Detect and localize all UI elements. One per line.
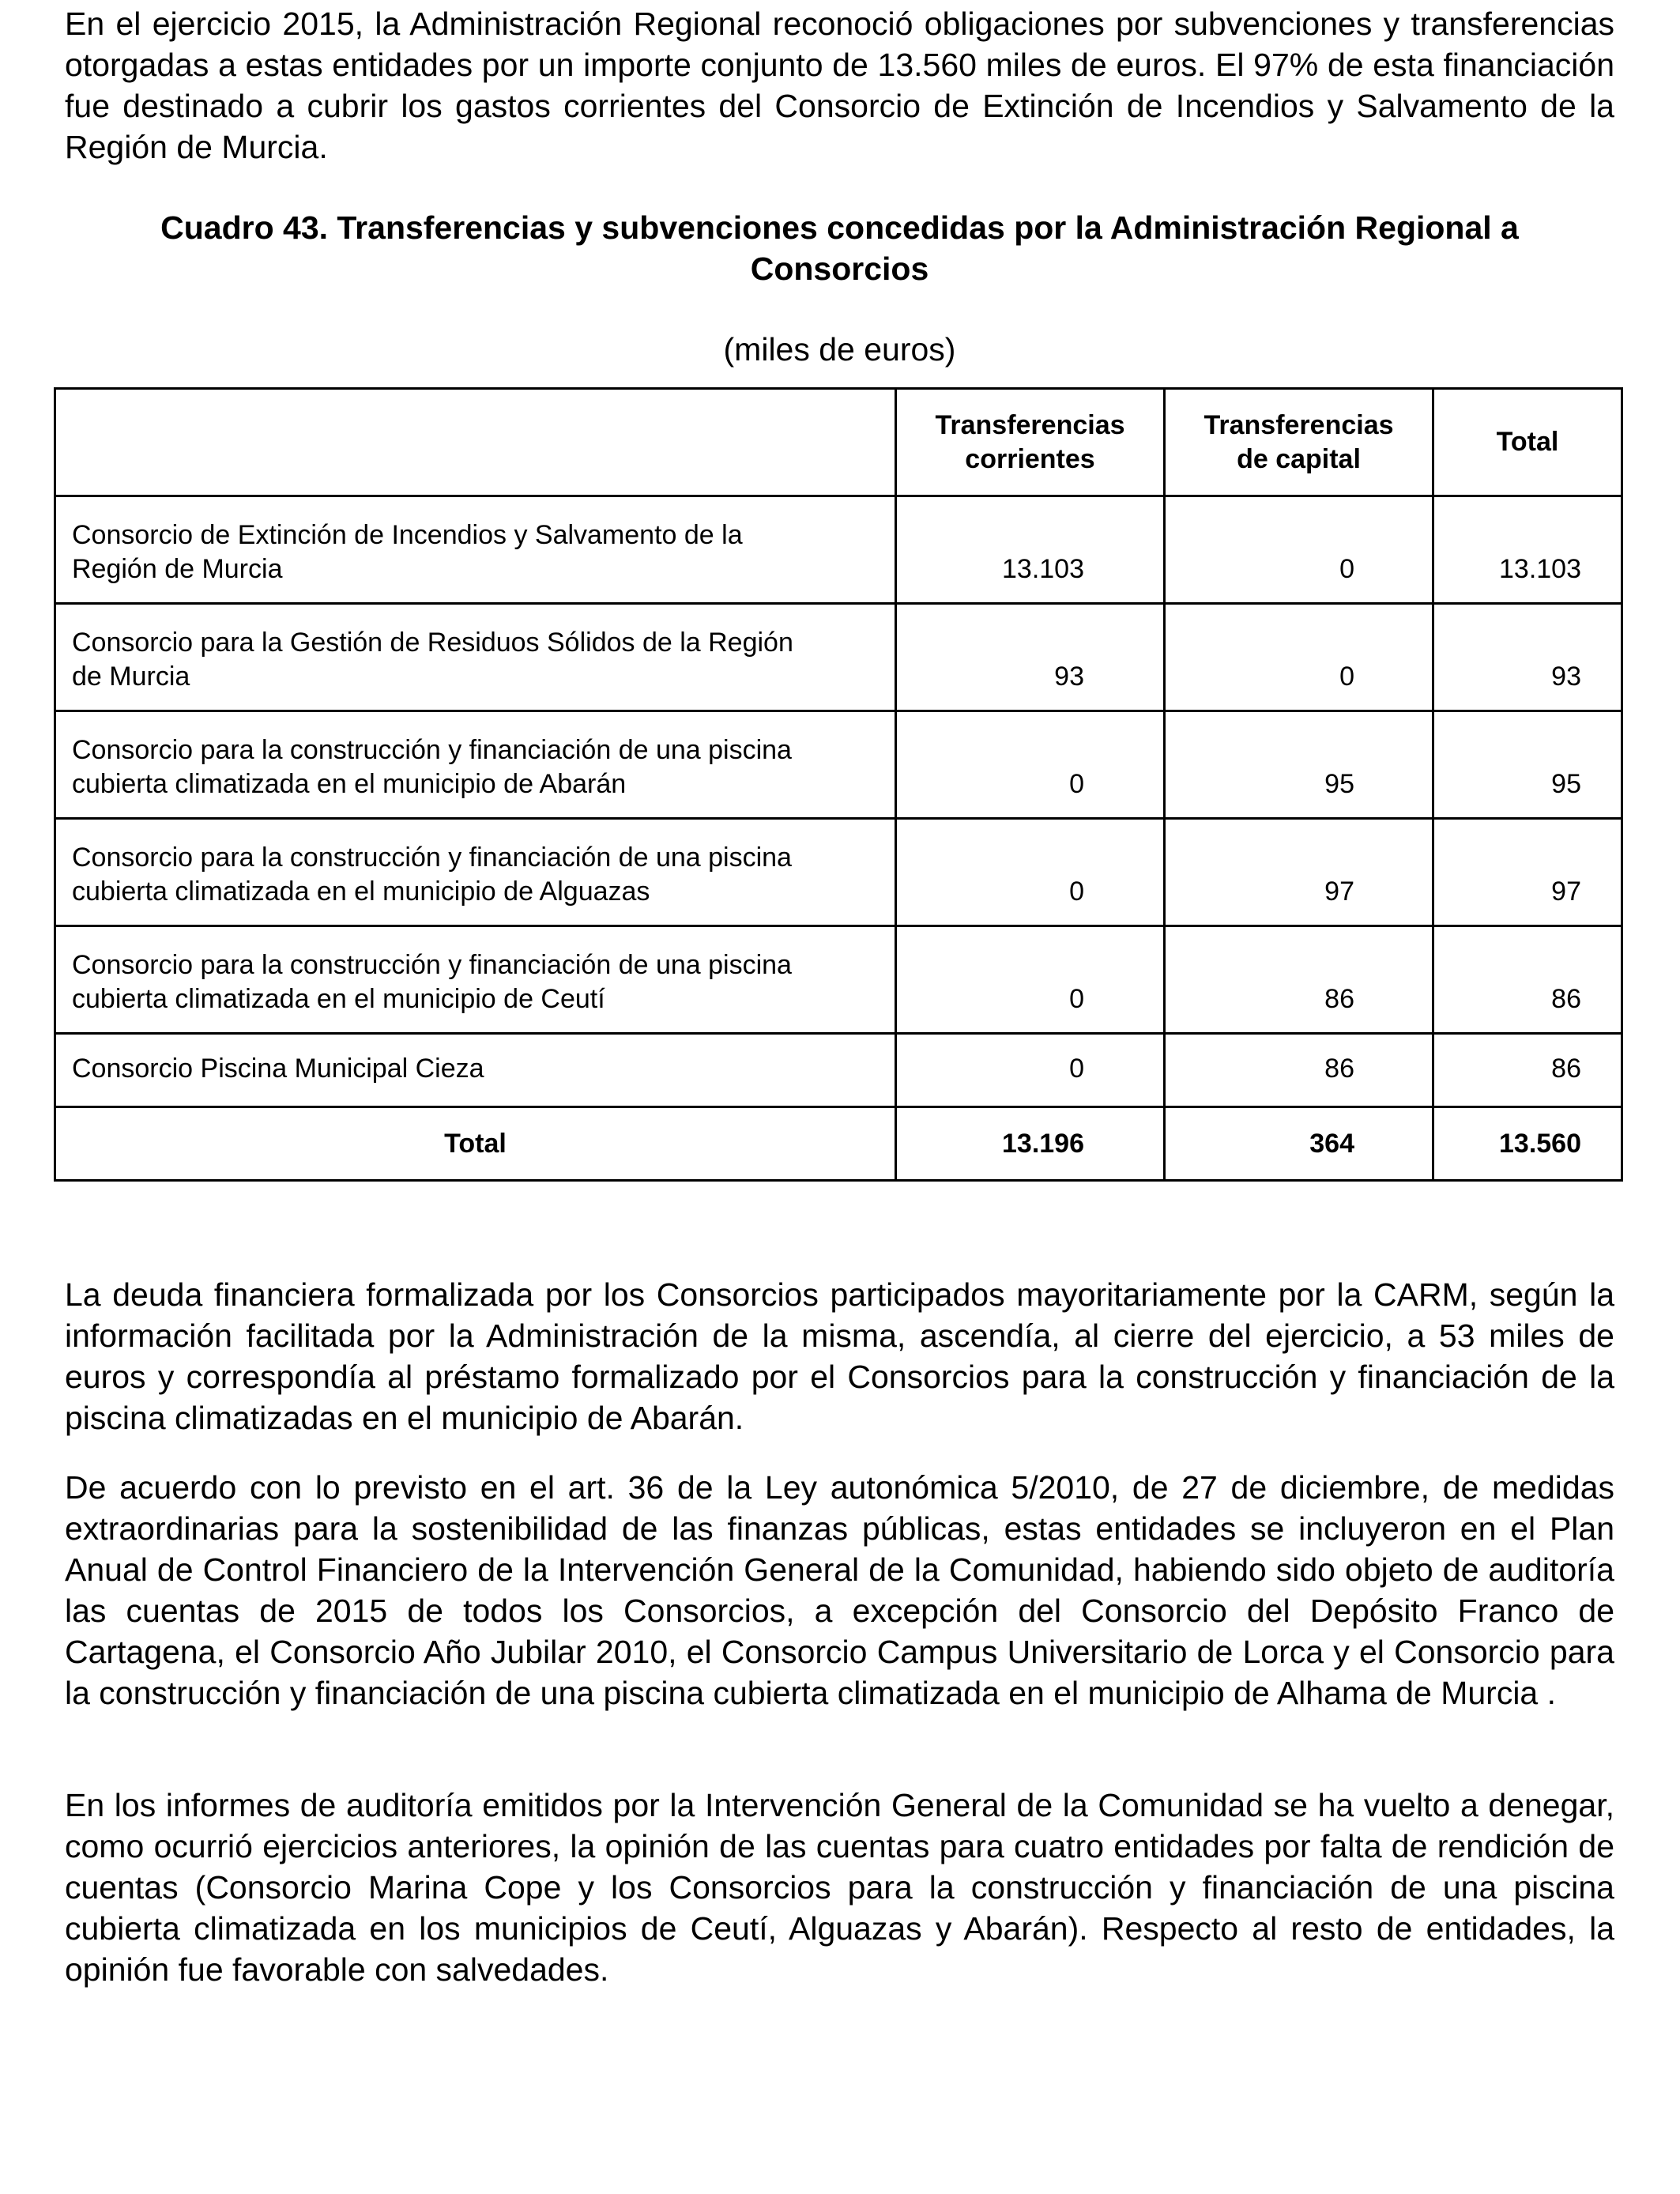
- row-capital-value: 0: [1165, 496, 1433, 604]
- row-current-value: 0: [896, 1034, 1165, 1107]
- audit-paragraph: De acuerdo con lo previsto en el art. 36 de la Ley autonómica 5/2010, de 27 de diciembre, de medidas extraordinarias para la sostenibilidad de las finanzas públicas, estas entidades se incluyeron en el Plan Anual de Control Financiero de la Intervención General de la Comunidad, habiendo sido objeto de auditoría las cuentas de 2015 de todos los Consorcios, a excepción del Consorcio del Depósito Franco de Cartagena, el Consorcio Año Jubilar 2010, el Consorcio Campus Universitario de Lorca y el Consorcio para la construcción y financiación de una piscina cubierta climatizada en el municipio de Alhama de Murcia .: [65, 1469, 1614, 1711]
- row-total-value: 86: [1433, 926, 1622, 1034]
- row-total-value: 97: [1433, 819, 1622, 926]
- row-capital-value: 97: [1165, 819, 1433, 926]
- row-name-line1: Consorcio de Extinción de Incendios y Salvamento de la: [72, 520, 743, 550]
- table-unit-caption: (miles de euros): [723, 331, 956, 368]
- row-name-line1: Consorcio para la construcción y financiación de una piscina: [72, 950, 792, 980]
- table-row: [55, 496, 1622, 604]
- header-capital-transfers: [1165, 389, 1433, 496]
- table-row: [55, 711, 1622, 819]
- row-name-line1: Consorcio para la construcción y financiación de una piscina: [72, 843, 792, 873]
- header-total: Total: [1433, 389, 1622, 496]
- row-total-value: 93: [1433, 604, 1622, 711]
- table-header-row: [55, 389, 1622, 496]
- transfers-table: [54, 387, 1623, 1182]
- table-row: [55, 604, 1622, 711]
- row-current-value: 13.103: [896, 496, 1165, 604]
- row-name-line1: Consorcio para la Gestión de Residuos Sólidos de la Región: [72, 628, 793, 658]
- row-capital-value: 86: [1165, 1034, 1433, 1107]
- row-current-value: 0: [896, 819, 1165, 926]
- header-entity: [55, 389, 896, 496]
- row-entity-name: [55, 711, 896, 819]
- row-name-line1: Consorcio Piscina Municipal Cieza: [72, 1054, 484, 1084]
- row-entity-name: [55, 926, 896, 1034]
- header-capital-line2: de capital: [1237, 443, 1361, 474]
- row-current-value: 0: [896, 711, 1165, 819]
- row-name-line1: Consorcio para la construcción y financiación de una piscina: [72, 735, 792, 765]
- row-current-value: 0: [896, 926, 1165, 1034]
- row-total-value: 95: [1433, 711, 1622, 819]
- row-name-line2: de Murcia: [72, 662, 190, 692]
- row-entity-name: [55, 604, 896, 711]
- row-capital-value: 95: [1165, 711, 1433, 819]
- opinion-paragraph: En los informes de auditoría emitidos por la Intervención General de la Comunidad se ha vuelto a denegar, como ocurrió ejercicios anteriores, la opinión de las cuentas para cuatro entidades por falta de rendición de cuentas (Consorcio Marina Cope y los Consorcios para la construcción y financiación de una piscina cubierta climatizada en los municipios de Ceutí, Alguazas y Abarán). Respecto al resto de entidades, la opinión fue favorable con salvedades.: [65, 1787, 1614, 1988]
- table-title: Cuadro 43. Transferencias y subvenciones concedidas por la Administración Regional a Consorcios: [160, 209, 1519, 287]
- row-capital-value: 0: [1165, 604, 1433, 711]
- table-total-row: [55, 1107, 1622, 1181]
- row-current-value: 93: [896, 604, 1165, 711]
- header-current-transfers: [896, 389, 1165, 496]
- total-current-value: 13.196: [896, 1107, 1165, 1181]
- row-name-line2: Región de Murcia: [72, 554, 283, 584]
- row-total-value: 13.103: [1433, 496, 1622, 604]
- table-row: [55, 819, 1622, 926]
- total-total-value: 13.560: [1433, 1107, 1622, 1181]
- row-entity-name: [55, 496, 896, 604]
- table-row: [55, 1034, 1622, 1107]
- intro-paragraph: En el ejercicio 2015, la Administración Regional reconoció obligaciones por subvenciones y transferencias otorgadas a estas entidades por un importe conjunto de 13.560 miles de euros. El 97% de esta financiación fue destinado a cubrir los gastos corrientes del Consorcio de Extinción de Incendios y Salvamento de la Región de Murcia.: [65, 6, 1614, 165]
- row-entity-name: [55, 1034, 896, 1107]
- debt-paragraph: La deuda financiera formalizada por los Consorcios participados mayoritariamente por la CARM, según la información facilitada por la Administración de la misma, ascendía, al cierre del ejercicio, a 53 miles de euros y correspondía al préstamo formalizado por el Consorcios para la construcción y financiación de la piscina climatizadas en el municipio de Abarán.: [65, 1276, 1614, 1436]
- row-capital-value: 86: [1165, 926, 1433, 1034]
- row-name-line2: cubierta climatizada en el municipio de Alguazas: [72, 876, 650, 907]
- row-name-line2: cubierta climatizada en el municipio de Ceutí: [72, 984, 605, 1014]
- row-entity-name: [55, 819, 896, 926]
- header-capital-line1: Transferencias: [1203, 409, 1394, 440]
- table-row: [55, 926, 1622, 1034]
- total-capital-value: 364: [1165, 1107, 1433, 1181]
- row-name-line2: cubierta climatizada en el municipio de Abarán: [72, 769, 627, 799]
- total-label: Total: [55, 1107, 896, 1181]
- row-total-value: 86: [1433, 1034, 1622, 1107]
- header-current-line1: Transferencias: [935, 409, 1125, 440]
- header-current-line2: corrientes: [965, 443, 1095, 474]
